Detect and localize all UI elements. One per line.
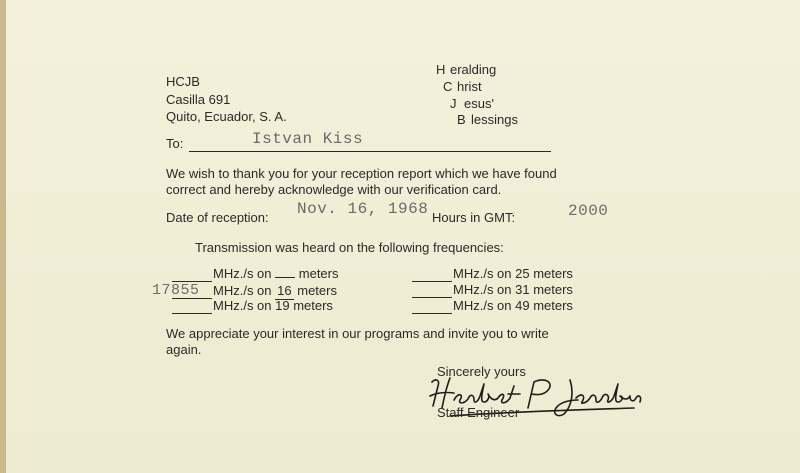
recipient-name: Istvan Kiss (252, 130, 364, 148)
motto-line-3: J esus' (450, 96, 494, 111)
sender-call-sign: HCJB (166, 74, 200, 89)
motto-line-4: B lessings (457, 112, 518, 127)
reception-hours-label: Hours in GMT: (432, 210, 516, 225)
freq-right-3-blank (412, 313, 452, 314)
freq-left-3-blank (172, 313, 212, 314)
thanks-line-1: We wish to thank you for your reception report which we have found (166, 166, 557, 181)
freq-right-3: MHz./s on 49 meters (453, 298, 573, 313)
freq-left-2-value: 17855 (152, 282, 200, 299)
thanks-line-2: correct and hereby acknowledge with our verification card. (166, 182, 502, 197)
closing-line-1: We appreciate your interest in our programs and invite you to write (166, 326, 549, 341)
sender-box: Casilla 691 (166, 92, 231, 107)
frequencies-heading: Transmission was heard on the following frequencies: (195, 240, 504, 255)
sincerely: Sincerely yours (437, 364, 526, 379)
reception-date-value: Nov. 16, 1968 (297, 200, 429, 218)
freq-left-2: MHz./s on 16 meters (213, 283, 337, 298)
freq-right-2: MHz./s on 31 meters (453, 282, 573, 297)
freq-right-2-blank (412, 297, 452, 298)
staff-title: Staff Engineer (437, 405, 520, 420)
recipient-underline (189, 151, 551, 152)
freq-left-1: MHz./s on meters (213, 266, 339, 281)
reception-hours-value: 2000 (568, 202, 609, 220)
freq-left-3: MHz./s on 19 meters (213, 298, 333, 313)
reception-date-label: Date of reception: (166, 210, 269, 225)
freq-left-1-meters-blank (275, 266, 295, 278)
recipient-label: To: (166, 136, 184, 151)
freq-right-1: MHz./s on 25 meters (453, 266, 573, 281)
closing-line-2: again. (166, 342, 202, 357)
motto-line-2: C hrist (443, 79, 482, 94)
sender-city: Quito, Ecuador, S. A. (166, 109, 287, 124)
freq-right-1-blank (412, 281, 452, 282)
motto-line-1: H eralding (436, 62, 497, 77)
